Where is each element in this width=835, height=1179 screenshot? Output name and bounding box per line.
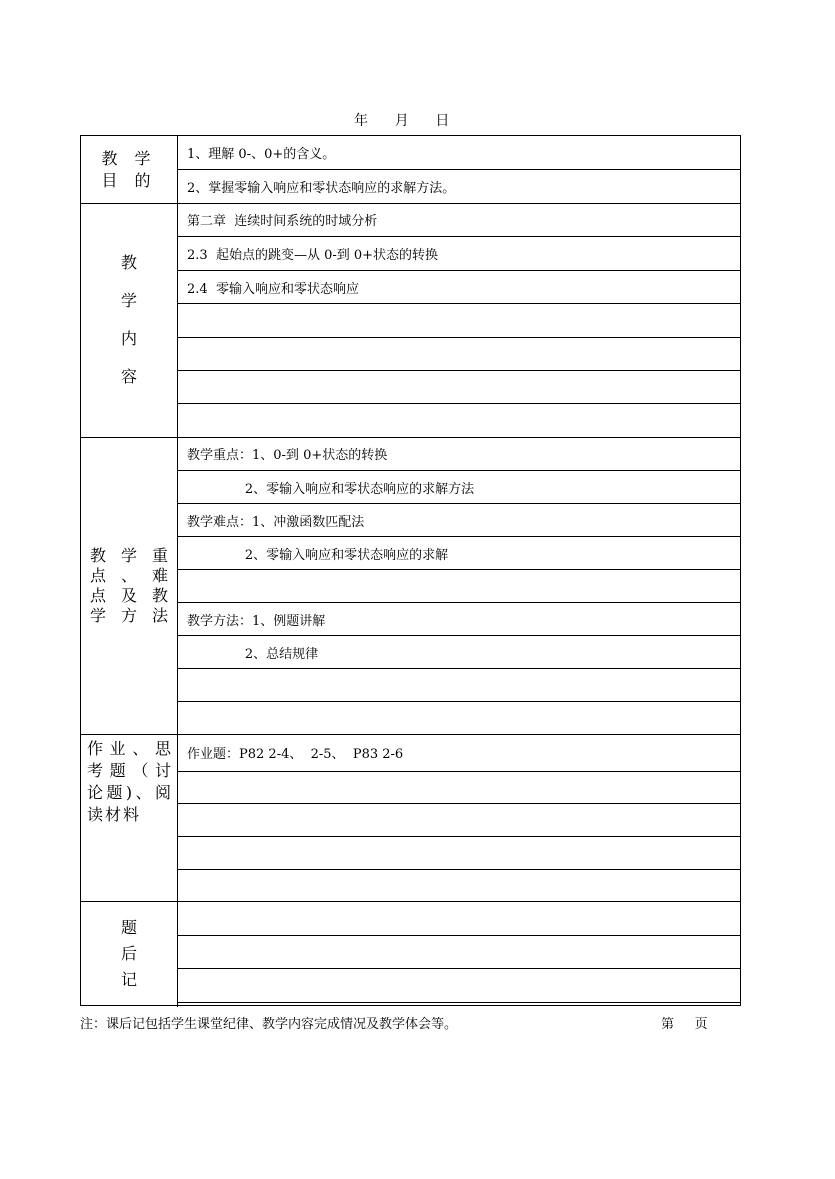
content-label-char: 内 xyxy=(120,329,137,348)
key-points-label-line: 点及教 xyxy=(90,585,168,605)
key-points-label-line: 学方法 xyxy=(90,605,168,625)
key-points-row: 教学难点：1、冲激函数匹配法 xyxy=(178,503,740,536)
key-points-row: 2、零输入响应和零状态响应的求解方法 xyxy=(178,470,740,503)
content-row xyxy=(178,370,740,403)
page-number-label: 第 页 xyxy=(661,1017,708,1032)
homework-row xyxy=(178,869,740,901)
homework-row xyxy=(178,771,740,803)
key-points-row: 教学重点：1、0-到 0+状态的转换 xyxy=(187,448,388,463)
reflection-row xyxy=(178,1002,740,1007)
key-points-row xyxy=(178,569,740,602)
homework-label xyxy=(81,734,178,901)
date-line: 年 月 日 xyxy=(354,113,450,129)
objectives-row: 2、掌握零输入响应和零状态响应的求解方法。 xyxy=(178,169,740,203)
content-row xyxy=(178,337,740,370)
key-points-row: 2、零输入响应和零状态响应的求解 xyxy=(178,536,740,569)
content-label-char: 容 xyxy=(120,367,137,386)
reflection-row xyxy=(178,968,740,1002)
homework-label-line: 论题)、阅 xyxy=(87,783,171,802)
reflection-label-char: 后 xyxy=(120,944,137,963)
homework-label-line: 考题（讨 xyxy=(87,761,171,780)
lesson-plan-form xyxy=(80,135,741,1006)
key-points-row: 教学方法：1、例题讲解 xyxy=(178,602,740,635)
key-points-label-line: 教学重 xyxy=(90,545,168,565)
content-row: 第二章 连续时间系统的时域分析 xyxy=(187,214,378,229)
content-label-char: 学 xyxy=(120,291,137,310)
content-label-char: 教 xyxy=(120,253,137,272)
key-points-label-line: 点、难 xyxy=(90,565,168,585)
homework-row: 作业题：P82 2-4、 2-5、 P83 2-6 xyxy=(187,747,404,762)
content-row xyxy=(178,303,740,337)
content-label xyxy=(81,203,178,437)
reflection-label-char: 记 xyxy=(120,970,137,989)
content-row xyxy=(178,403,740,437)
footer-note: 注：课后记包括学生课堂纪律、教学内容完成情况及教学体会等。 xyxy=(80,1017,458,1032)
key-points-row: 2、总结规律 xyxy=(178,635,740,668)
objectives-row: 1、理解 0-、0+的含义。 xyxy=(187,147,336,162)
objectives-label-line: 教 学 xyxy=(101,148,157,168)
homework-row xyxy=(178,803,740,836)
homework-label-line: 读材料 xyxy=(87,805,142,824)
key-points-row xyxy=(178,668,740,701)
reflection-row xyxy=(178,935,740,968)
content-row: 2.3 起始点的跳变—从 0-到 0+状态的转换 xyxy=(178,236,740,270)
reflection-row xyxy=(178,901,740,935)
content-row: 2.4 零输入响应和零状态响应 xyxy=(178,270,740,303)
objectives-label xyxy=(81,136,178,203)
homework-row xyxy=(178,836,740,869)
key-points-label xyxy=(81,437,178,734)
reflection-label xyxy=(81,901,178,1007)
key-points-row xyxy=(178,701,740,734)
homework-label-line: 作业、思 xyxy=(87,739,171,758)
reflection-label-char: 题 xyxy=(120,918,137,937)
objectives-label-line: 目 的 xyxy=(101,170,157,190)
